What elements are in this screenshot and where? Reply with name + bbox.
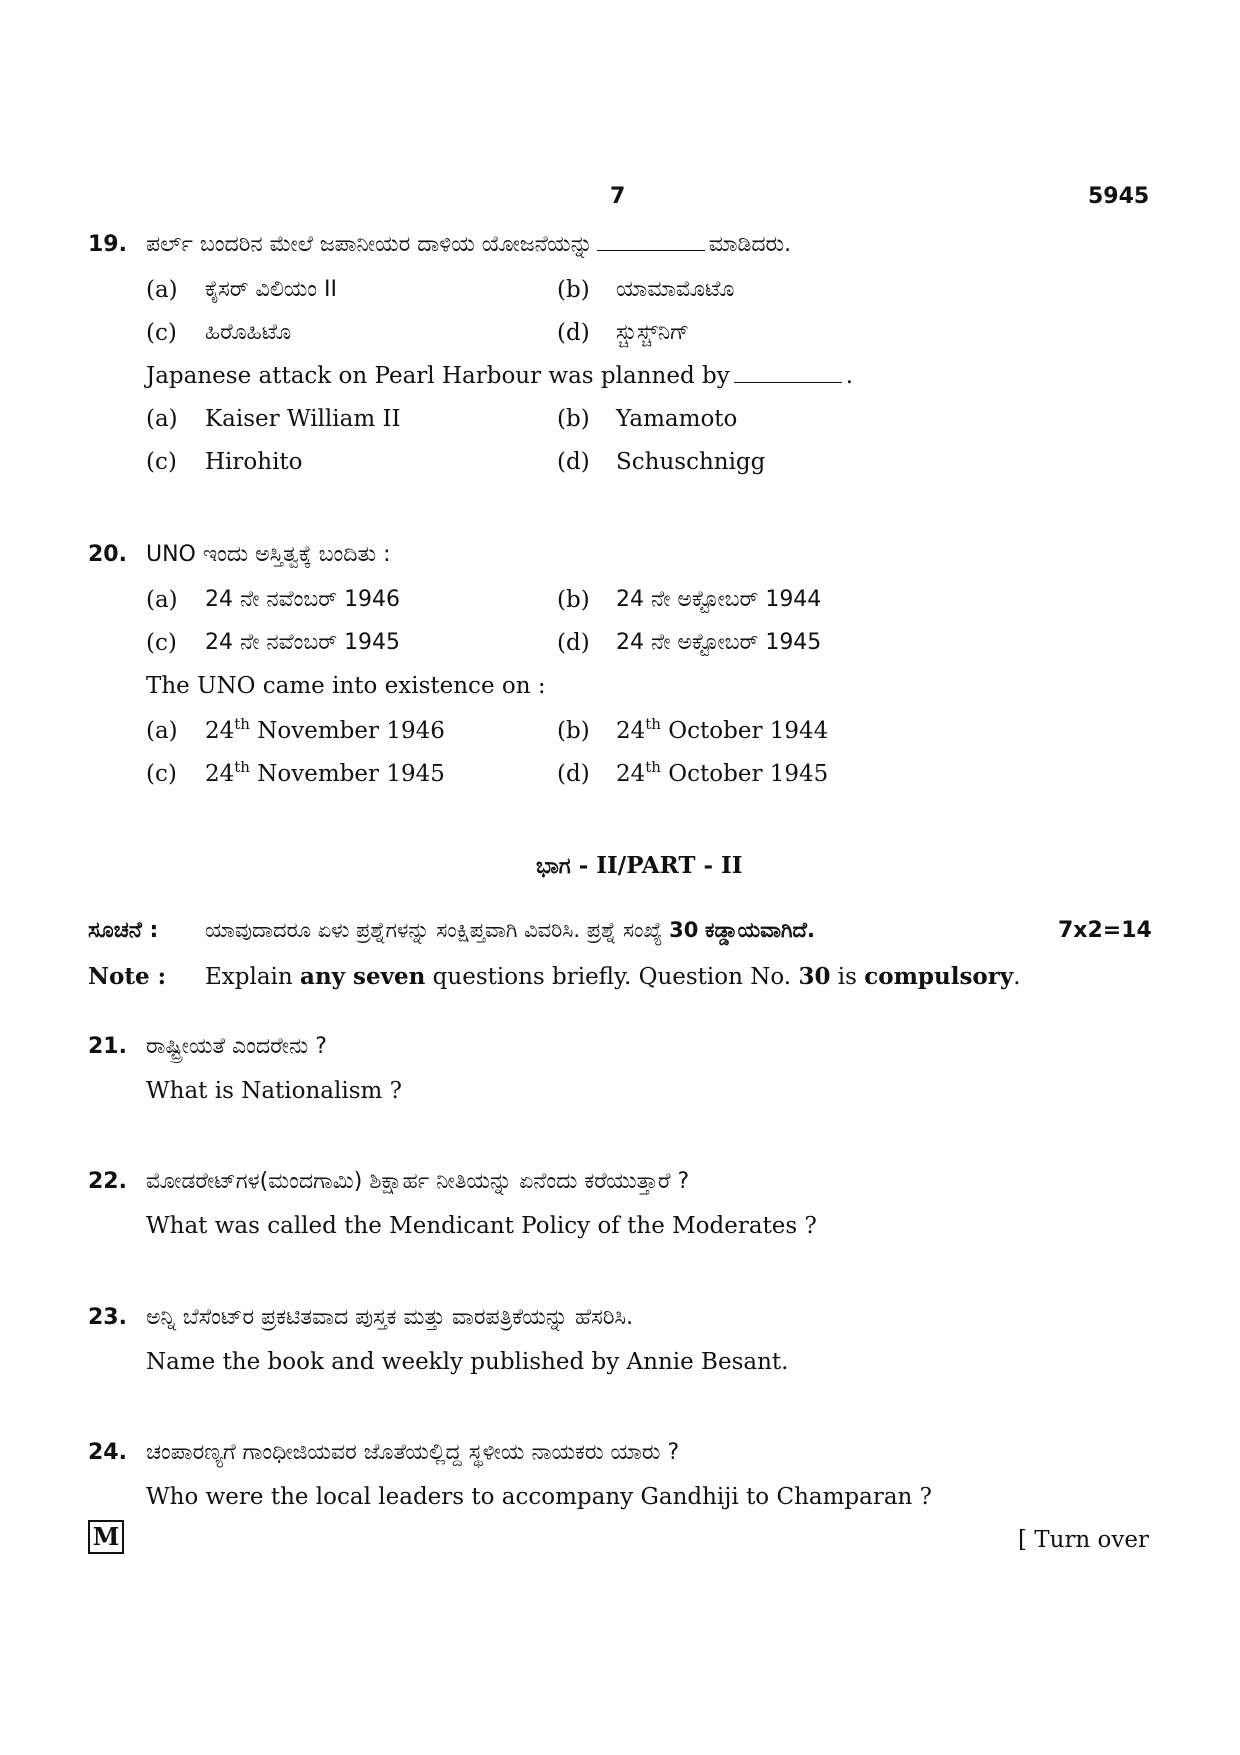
q19-kn-option-a-label: (a) [146, 277, 178, 303]
q20-en-option-d-suffix: th [645, 758, 661, 776]
q20-number: 20. [88, 542, 127, 567]
note-en-p3: is [837, 964, 857, 990]
q20-en-option-c-suffix: th [234, 758, 250, 776]
q19-en-option-c-label: (c) [146, 449, 177, 475]
q20-en-option-a-label: (a) [146, 718, 178, 744]
part2-heading-kn: ಭಾಗ [536, 854, 571, 879]
q20-kn-option-d: 24 ನೇ ಅಕ್ಟೋಬರ್ 1945 [616, 630, 822, 655]
q20-en-option-a-suffix: th [234, 715, 250, 733]
q20-en-option-a-day: 24 [205, 718, 235, 744]
q19-en-text-before: Japanese attack on Pearl Harbour was planned by [146, 363, 730, 389]
q20-en-option-a [205, 715, 445, 744]
q22-kn-text: ಮೋಡರೇಟ್‌ಗಳ(ಮಂದಗಾಮಿ) ಶಿಕ್ಷಾರ್ಹ ನೀತಿಯನ್ನು ಏನೆಂದು ಕರೆಯುತ್ತಾರೆ ? [146, 1169, 690, 1194]
q24-kn-text: ಚಂಪಾರಣ್ಯಗೆ ಗಾಂಧೀಜಿಯವರ ಜೊತೆಯಲ್ಲಿದ್ದ ಸ್ಥಳೀಯ ನಾಯಕರು ಯಾರು ? [146, 1440, 680, 1465]
q19-en-text [146, 363, 853, 389]
q20-en-option-d-rest: October 1945 [668, 761, 829, 787]
q20-en-option-c-day: 24 [205, 761, 235, 787]
q20-en-option-c-label: (c) [146, 761, 177, 787]
q21-en-text: What is Nationalism ? [146, 1078, 402, 1104]
q20-en-text: The UNO came into existence on : [146, 673, 546, 699]
q20-kn-option-a-label: (a) [146, 587, 178, 613]
q19-kn-text-after: ಮಾಡಿದರು. [708, 232, 792, 257]
q20-en-option-d [616, 758, 829, 787]
q19-kn-option-b: ಯಾಮಾಮೊಟೊ [616, 277, 735, 302]
q19-kn-option-b-label: (b) [557, 277, 590, 303]
q21-kn-text: ರಾಷ್ಟ್ರೀಯತೆ ಎಂದರೇನು ? [146, 1034, 327, 1059]
note-kn-label: ಸೂಚನೆ : [88, 918, 159, 943]
medium-box-letter: M [88, 1520, 124, 1554]
q20-kn-option-b: 24 ನೇ ಅಕ್ಟೋಬರ್ 1944 [616, 587, 822, 612]
q19-en-option-d-label: (d) [557, 449, 590, 475]
q19-kn-option-d-label: (d) [557, 320, 590, 346]
q22-en-text: What was called the Mendicant Policy of the Moderates ? [146, 1213, 817, 1239]
q19-en-option-a: Kaiser William II [205, 406, 401, 432]
q20-en-option-b [616, 715, 829, 744]
q20-en-option-d-day: 24 [616, 761, 646, 787]
q20-kn-option-c-label: (c) [146, 630, 177, 656]
q19-en-option-b: Yamamoto [616, 406, 738, 432]
q20-kn-option-d-label: (d) [557, 630, 590, 656]
note-en-p2: questions briefly. Question No. [432, 964, 792, 990]
note-en-p1: Explain [205, 964, 293, 990]
q22-number: 22. [88, 1169, 127, 1194]
note-en-b2: 30 [798, 963, 831, 990]
q19-kn-blank [597, 249, 705, 251]
part2-heading [536, 852, 743, 879]
q19-en-blank [734, 381, 842, 383]
q19-en-option-b-label: (b) [557, 406, 590, 432]
q19-kn-text-before: ಪರ್ಲ್ ಬಂದರಿನ ಮೇಲೆ ಜಪಾನೀಯರ ದಾಳಿಯ ಯೋಜನೆಯನ್ನು [146, 232, 593, 257]
note-kn-text [205, 918, 815, 943]
q20-en-option-b-suffix: th [645, 715, 661, 733]
q19-en-text-after: . [845, 363, 854, 389]
turn-over-text: [ Turn over [1018, 1527, 1150, 1553]
q19-en-option-d: Schuschnigg [616, 449, 766, 475]
q19-kn-option-d: ಸ್ಚುಸ್ಚ್‌ನಿಗ್ [616, 320, 690, 345]
q20-kn-text: UNO ಇಂದು ಅಸ್ತಿತ್ವಕ್ಕೆ ಬಂದಿತು : [146, 542, 391, 567]
q19-kn-option-c-label: (c) [146, 320, 177, 346]
note-kn-number: 30 [669, 918, 699, 942]
part2-heading-en: - II/PART - II [578, 852, 743, 879]
note-kn-body: ಯಾವುದಾದರೂ ಏಳು ಪ್ರಶ್ನೆಗಳನ್ನು ಸಂಕ್ಷಿಪ್ತವಾಗಿ ವಿವರಿಸಿ. ಪ್ರಶ್ನೆ ಸಂಖ್ಯೆ [205, 918, 663, 942]
q20-kn-option-b-label: (b) [557, 587, 590, 613]
q20-en-option-c-rest: November 1945 [257, 761, 445, 787]
note-en-p4: . [1013, 964, 1021, 990]
q19-en-option-c: Hirohito [205, 449, 303, 475]
q23-kn-text: ಅನ್ನಿ ಬೆಸೆಂಟ್‌ರ ಪ್ರಕಟಿತವಾದ ಪುಸ್ತಕ ಮತ್ತು ವಾರಪತ್ರಿಕೆಯನ್ನು ಹೆಸರಿಸಿ. [146, 1305, 634, 1330]
q20-en-option-a-rest: November 1946 [257, 718, 445, 744]
q19-en-option-a-label: (a) [146, 406, 178, 432]
q20-en-option-c [205, 758, 445, 787]
note-en-b1: any seven [300, 963, 426, 990]
q20-kn-option-c: 24 ನೇ ನವೆಂಬರ್ 1945 [205, 630, 401, 655]
note-en-b3: compulsory [864, 963, 1014, 990]
q19-kn-option-c: ಹಿರೊಹಿಟೊ [205, 320, 292, 345]
q23-en-text: Name the book and weekly published by Annie Besant. [146, 1349, 789, 1375]
q19-kn-text [146, 232, 791, 257]
q20-en-option-b-day: 24 [616, 718, 646, 744]
q20-en-option-b-label: (b) [557, 718, 590, 744]
note-en-label: Note : [88, 963, 167, 990]
q20-en-option-b-rest: October 1944 [668, 718, 829, 744]
q24-en-text: Who were the local leaders to accompany Gandhiji to Champaran ? [146, 1484, 932, 1510]
q21-number: 21. [88, 1034, 127, 1059]
q19-number: 19. [88, 232, 127, 257]
q20-kn-option-a: 24 ನೇ ನವೆಂಬರ್ 1946 [205, 587, 401, 612]
note-en-text [205, 963, 1021, 990]
q24-number: 24. [88, 1440, 127, 1465]
note-kn-end: ಕಡ್ಡಾಯವಾಗಿದೆ. [705, 918, 815, 942]
q19-kn-option-a: ಕೈಸರ್ ವಿಲಿಯಂ II [205, 277, 337, 302]
paper-code: 5945 [1088, 184, 1150, 209]
q20-en-option-d-label: (d) [557, 761, 590, 787]
q23-number: 23. [88, 1305, 127, 1330]
marks: 7x2=14 [1058, 918, 1152, 943]
page-number: 7 [610, 184, 626, 209]
